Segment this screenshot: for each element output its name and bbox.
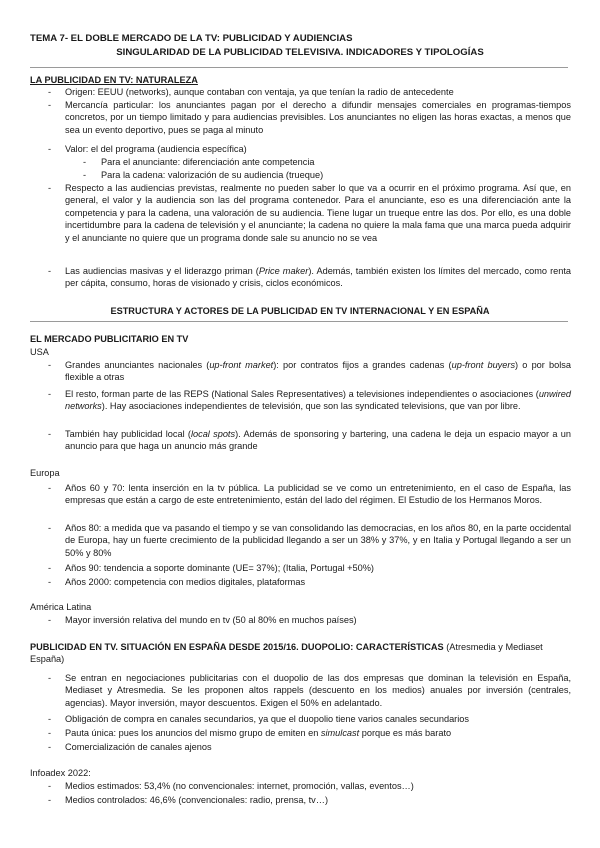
- emphasis-text: Price maker: [258, 266, 309, 276]
- list-item: Origen: EEUU (networks), aunque contaban con ventaja, ya que tenían la radio de antecedente: [65, 87, 454, 97]
- emphasis-text: local spots: [190, 429, 236, 439]
- bullet-marker: -: [48, 523, 52, 533]
- text-run: También hay publicidad local (: [65, 429, 191, 439]
- region-label: Europa: [30, 468, 60, 478]
- document-title: TEMA 7- EL DOBLE MERCADO DE LA TV: PUBLICIDAD Y AUDIENCIAS: [30, 33, 353, 44]
- list-item: Respecto a las audiencias previstas, realmente no pueden saber lo que va a ocurrir en el próximo programa. Así que, en general, el valor y la audiencia son las del programa contenedor. Para el anunciante, eso es una diferenciación ante la competencia y para la cadena, una valoración de su audiencia. Tiene lugar un trueque entre las dos. Por ello, es una doble incertidumbre para la cadena de televisión y el anunciante; la cadena no quiere la mala fama que una marca pueda adquirir y el anunciante no quiere que un programa donde sale su anuncio no se vea: [65, 183, 571, 243]
- emphasis-text: unwired networks: [65, 389, 571, 412]
- bullet-marker: -: [48, 144, 52, 154]
- text-run: porque es más barato: [359, 728, 452, 738]
- section-heading: LA PUBLICIDAD EN TV: NATURALEZA: [30, 75, 198, 85]
- list-item: Medios estimados: 53,4% (no convencionales: internet, promoción, vallas, eventos…): [65, 781, 414, 791]
- heading-tail: (Atresmedia y Mediaset España): [30, 642, 543, 665]
- bullet-marker: -: [48, 87, 52, 97]
- region-label: USA: [30, 347, 49, 357]
- bullet-marker: -: [48, 563, 52, 573]
- bullet-marker: -: [48, 781, 52, 791]
- list-item: Años 60 y 70: lenta inserción en la tv pública. La publicidad se ve como un entretenimiento, en el caso de España, las empresas que están a cargo de este entretenimiento, están del lado del régimen. El Estudio de los Hermanos Moros.: [65, 483, 571, 506]
- emphasis-text: up-front buyers: [451, 360, 516, 370]
- text-run: Las audiencias masivas y el liderazgo priman (: [65, 266, 259, 276]
- divider: [30, 67, 568, 68]
- sub-bullet-marker: -: [83, 157, 87, 167]
- bullet-marker: -: [48, 100, 52, 110]
- bullet-marker: -: [48, 714, 52, 724]
- divider: [30, 321, 568, 322]
- list-item: Años 80: a medida que va pasando el tiempo y se van consolidando las democracias, en los años 80, en la parte occidental de Europa, hay un fuerte crecimiento de la publicidad llegando a ser un 38% y 37%, y en Italia y Portugal llegando a ser un 50% y 80%: [65, 523, 571, 558]
- bullet-marker: -: [48, 360, 52, 370]
- heading-text: PUBLICIDAD EN TV. SITUACIÓN EN ESPAÑA DESDE 2015/16. DUOPOLIO: CARACTERÍSTICAS: [30, 642, 444, 652]
- section-heading: ESTRUCTURA Y ACTORES DE LA PUBLICIDAD EN TV INTERNACIONAL Y EN ESPAÑA: [110, 306, 490, 316]
- bullet-marker: -: [48, 742, 52, 752]
- list-item: Mercancía particular: los anunciantes pagan por el derecho a difundir mensajes comerciales en programas-tiempos concretos, por un tiempo limitado y para audiencias previsibles. Los anunciantes no eligen las horas exactas, a menos que sea un evento deportivo, pues se paga al minuto: [65, 100, 571, 135]
- text-run: ). Además, también existen los límites del mercado, como renta per cápita, consumo, horas de visionado y crisis, ciclos económicos.: [65, 266, 572, 289]
- list-item: [65, 428, 571, 453]
- bullet-marker: -: [48, 673, 52, 683]
- list-item: Comercialización de canales ajenos: [65, 742, 212, 752]
- list-item: Años 2000: competencia con medios digitales, plataformas: [65, 577, 306, 587]
- list-item: Mayor inversión relativa del mundo en tv (50 al 80% en muchos países): [65, 615, 357, 625]
- region-label: América Latina: [30, 602, 92, 612]
- text-run: Pauta única: pues los anuncios del mismo grupo de emiten en: [65, 728, 321, 738]
- bullet-marker: -: [48, 483, 52, 493]
- bullet-marker: -: [48, 429, 52, 439]
- text-run: ). Hay asociaciones independientes de televisión, que son las syndicated televisions, que van por libre.: [101, 401, 521, 412]
- text-run: ) o por bolsa flexible a otras: [65, 360, 571, 383]
- bullet-marker: -: [48, 577, 52, 587]
- list-item: [65, 359, 571, 384]
- list-item: [65, 388, 571, 413]
- section-subheading: EL MERCADO PUBLICITARIO EN TV: [30, 334, 189, 344]
- list-item: [65, 265, 571, 290]
- sub-bullet-marker: -: [83, 170, 87, 180]
- bullet-marker: -: [48, 183, 52, 193]
- bullet-marker: -: [48, 795, 52, 805]
- list-item: Medios controlados: 46,6% (convencionales: radio, prensa, tv…): [65, 795, 329, 805]
- bullet-marker: -: [48, 266, 52, 276]
- subsection-label: Infoadex 2022:: [30, 768, 91, 778]
- bullet-marker: -: [48, 728, 52, 738]
- emphasis-text: up-front market: [209, 360, 274, 370]
- text-run: ). Además de sponsoring y bartering, una cadena le deja un espacio mayor a un anuncio para que haga un anuncio más grande: [65, 429, 571, 452]
- text-run: Grandes anunciantes nacionales (: [65, 360, 210, 370]
- list-item: Obligación de compra en canales secundarios, ya que el duopolio tiene varios canales secundarios: [65, 714, 469, 724]
- document-subtitle: SINGULARIDAD DE LA PUBLICIDAD TELEVISIVA. INDICADORES Y TIPOLOGÍAS: [116, 47, 484, 58]
- sub-list-item: Para el anunciante: diferenciación ante competencia: [101, 157, 315, 167]
- section-heading: [30, 641, 570, 666]
- text-run: El resto, forman parte de las REPS (National Sales Representatives) a televisiones independientes o asociaciones (: [65, 389, 539, 399]
- bullet-marker: -: [48, 389, 52, 399]
- text-run: ): por contratos fijos a grandes cadenas (: [273, 360, 452, 370]
- list-item: Se entran en negociaciones publicitarias con el duopolio de las dos empresas que dominan la televisión en España, Mediaset y Atresmedia. Se les proponen altos rappels (descuento en los medios) anuales por inversión (centrales, agencias). Mayor inversión, mayor descuentos. Exigen el 50% en adelantado.: [65, 673, 571, 708]
- emphasis-text: simulcast: [320, 728, 360, 738]
- list-item: Valor: el del programa (audiencia específica): [65, 144, 247, 154]
- list-item: [65, 727, 571, 739]
- sub-list-item: Para la cadena: valorización de su audiencia (trueque): [101, 170, 324, 180]
- bullet-marker: -: [48, 615, 52, 625]
- list-item: Años 90: tendencia a soporte dominante (UE= 37%); (Italia, Portugal +50%): [65, 563, 374, 573]
